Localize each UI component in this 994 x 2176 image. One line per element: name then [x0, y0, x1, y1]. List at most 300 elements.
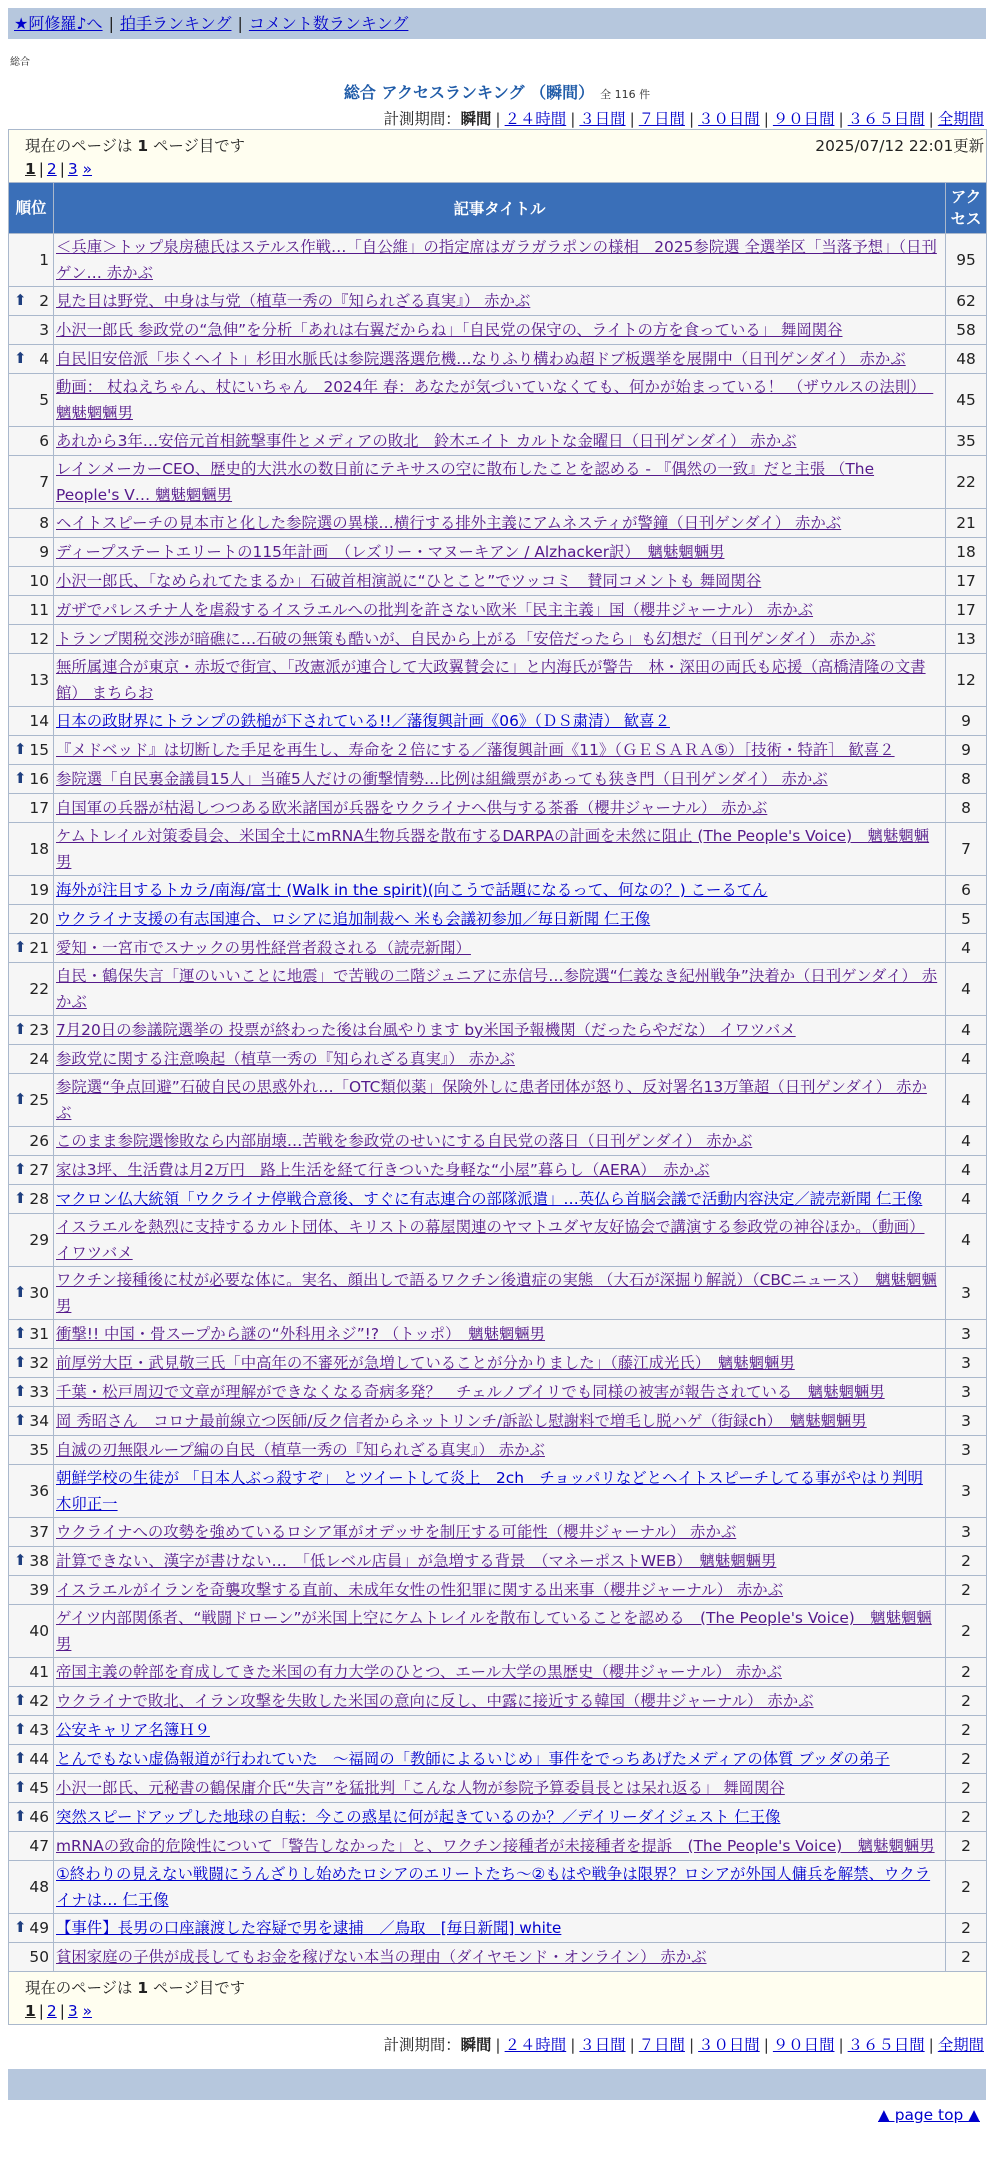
rank-number: 25 — [29, 1091, 49, 1109]
title-cell — [54, 287, 946, 316]
title-cell — [54, 345, 946, 374]
rank-number: 39 — [29, 1581, 49, 1599]
title-cell — [54, 1832, 946, 1861]
period-separator: | — [688, 2036, 695, 2054]
rank-cell — [9, 1861, 54, 1914]
title-cell — [54, 1349, 946, 1378]
rank-number: 18 — [29, 840, 49, 858]
rank-cell — [9, 287, 54, 316]
access-count: 4 — [946, 963, 987, 1016]
access-count: 22 — [946, 456, 987, 509]
access-count: 21 — [946, 509, 987, 538]
title-cell — [54, 1803, 946, 1832]
article-link[interactable]: 小沢一郎氏、元秘書の鶴保庸介氏“失言”を猛批判「こんな人物が参院予算委員長とは呆れ返る」 舞岡関谷 — [56, 1779, 785, 1797]
table-row — [9, 374, 987, 427]
up-arrow-icon: ⬆ — [14, 291, 27, 310]
article-link[interactable]: 自民・鶴保失言「運のいいことに地震」で苦戦の二階ジュニアに赤信号…参院選“仁義なき紀州戦争”決着か（日刊ゲンダイ） 赤かぶ — [56, 967, 938, 1011]
title-cell — [54, 1436, 946, 1465]
rank-number: 45 — [29, 1779, 49, 1797]
access-count: 2 — [946, 1914, 987, 1943]
header-rank: 順位 — [9, 183, 54, 234]
rank-cell — [9, 905, 54, 934]
title-cell — [54, 596, 946, 625]
rank-cell — [9, 963, 54, 1016]
table-row — [9, 287, 987, 316]
article-link[interactable]: マクロン仏大統領「ウクライナ停戦合意後、すぐに有志連合の部隊派遣」…英仏ら首脳会議で活動内容決定／読売新聞 仁王像 — [56, 1190, 923, 1208]
table-row — [9, 1320, 987, 1349]
rank-cell — [9, 1687, 54, 1716]
title-cell — [54, 1716, 946, 1745]
article-link[interactable]: 無所属連合が東京・赤坂で街宣、「改憲派が連合して大政翼賛会に」と内海氏が警告 林・深田の両氏も応援（高橋清隆の文書館） まちらお — [56, 658, 926, 702]
up-arrow-icon: ⬆ — [14, 769, 27, 788]
rank-cell — [9, 509, 54, 538]
access-count: 45 — [946, 374, 987, 427]
title-cell — [54, 1045, 946, 1074]
rank-number: 33 — [29, 1383, 49, 1401]
title-cell — [54, 707, 946, 736]
rank-number: 8 — [39, 514, 49, 532]
rank-number: 37 — [29, 1523, 49, 1541]
period-selector-top — [8, 107, 986, 129]
up-arrow-icon: ⬆ — [14, 1189, 27, 1208]
table-row — [9, 794, 987, 823]
article-link[interactable]: イスラエルを熱烈に支持するカルト団体、キリストの幕屋関連のヤマトユダヤ友好協会で講演する参政党の神谷ほか。（動画） イワツバメ — [56, 1218, 925, 1262]
rank-number: 48 — [29, 1878, 49, 1896]
access-count: 12 — [946, 654, 987, 707]
up-arrow-icon: ⬆ — [14, 1551, 27, 1570]
article-link[interactable]: ＜兵庫＞トップ泉房穂氏はステルス作戦…「自公維」の指定席はガラガラポンの様相 2025参院選 全選挙区「当落予想」（日刊ゲン… 赤かぶ — [56, 238, 937, 282]
article-link[interactable]: 突然スピードアップした地球の自転：今この惑星に何が起きているのか？／デイリーダイジェスト 仁王像 — [56, 1808, 781, 1826]
article-link[interactable]: 衝撃!! 中国・骨スープから謎の“外科用ネジ”!? （トッポ） 魑魅魍魎男 — [56, 1325, 546, 1343]
title-cell — [54, 509, 946, 538]
rank-number: 49 — [29, 1919, 49, 1937]
period-link[interactable]: ３６５日間 — [847, 2036, 925, 2054]
table-header — [9, 183, 987, 234]
article-link[interactable]: 岡 秀昭さん コロナ最前線立つ医師/反ク信者からネットリンチ/訴訟し慰謝料で増毛し脱ハゲ（街録ch） 魑魅魍魎男 — [56, 1412, 867, 1430]
article-link[interactable]: 参政党に関する注意喚起（植草一秀の『知られざる真実』） 赤かぶ — [56, 1050, 515, 1068]
period-link[interactable]: ７日間 — [638, 110, 685, 128]
rank-number: 10 — [29, 572, 49, 590]
rank-cell — [9, 1547, 54, 1576]
access-count: 3 — [946, 1349, 987, 1378]
title-cell — [54, 234, 946, 287]
table-row — [9, 876, 987, 905]
title-cell — [54, 1547, 946, 1576]
rank-number: 47 — [29, 1837, 49, 1855]
table-row — [9, 1861, 987, 1914]
access-count: 6 — [946, 876, 987, 905]
article-link[interactable]: ウクライナで敗北、イラン攻撃を失敗した米国の意向に反し、中露に接近する韓国（櫻井ジャーナル） 赤かぶ — [56, 1692, 814, 1710]
table-row — [9, 596, 987, 625]
access-count: 95 — [946, 234, 987, 287]
rank-cell — [9, 1716, 54, 1745]
rank-number: 36 — [29, 1482, 49, 1500]
rank-cell — [9, 1605, 54, 1658]
rank-number: 3 — [39, 321, 49, 339]
applause-ranking-link[interactable]: 拍手ランキング — [119, 14, 232, 33]
access-count: 2 — [946, 1861, 987, 1914]
article-link[interactable]: mRNAの致命的危険性について「警告しなかった」と、ワクチン接種者が未接種者を提訴 (The People's Voice) 魑魅魍魎男 — [56, 1837, 935, 1855]
access-count: 2 — [946, 1745, 987, 1774]
rank-cell — [9, 1774, 54, 1803]
rank-cell — [9, 567, 54, 596]
article-link[interactable]: トランプ関税交渉が暗礁に…石破の無策も酷いが、自民から上がる「安倍だったら」も幻想だ（日刊ゲンダイ） 赤かぶ — [56, 630, 876, 648]
period-link[interactable]: ９０日間 — [772, 2036, 835, 2054]
page-links — [25, 2002, 986, 2020]
rank-cell — [9, 1074, 54, 1127]
rank-cell — [9, 538, 54, 567]
period-separator: | — [688, 110, 695, 128]
page-separator: | — [59, 2002, 65, 2020]
article-link[interactable]: 見た目は野党、中身は与党（植草一秀の『知られざる真実』） 赤かぶ — [56, 292, 531, 310]
page-separator: | — [38, 160, 44, 178]
table-row — [9, 1803, 987, 1832]
article-link[interactable]: ケムトレイル対策委員会、米国全土にmRNA生物兵器を散布するDARPAの計画を未然に阻止 (The People's Voice) 魑魅魍魎男 — [56, 827, 930, 871]
rank-cell — [9, 1943, 54, 1972]
access-count: 18 — [946, 538, 987, 567]
table-row — [9, 1547, 987, 1576]
title-cell — [54, 654, 946, 707]
article-link[interactable]: ウクライナへの攻勢を強めているロシア軍がオデッサを制圧する可能性（櫻井ジャーナル） 赤かぶ — [56, 1523, 737, 1541]
rank-number: 46 — [29, 1808, 49, 1826]
up-arrow-icon: ⬆ — [14, 1020, 27, 1039]
article-link[interactable]: 7月20日の参議院選挙の 投票が終わった後は台風やります by米国予報機関（だったらやだな） イワツバメ — [56, 1021, 796, 1039]
table-row — [9, 1745, 987, 1774]
access-count: 2 — [946, 1547, 987, 1576]
period-link[interactable]: ３０日間 — [698, 2036, 760, 2054]
article-link[interactable]: レインメーカーCEO、歴史的大洪水の数日前にテキサスの空に散布したことを認める - 『偶然の一致』だと主張 （The People's V… 魑魅魍魎男 — [56, 460, 875, 504]
article-link[interactable]: 【事件】長男の口座譲渡した容疑で男を逮捕 ／鳥取 [毎日新聞] white — [56, 1919, 562, 1937]
pager-cell — [9, 130, 987, 183]
period-separator: | — [495, 110, 501, 128]
title-cell — [54, 1407, 946, 1436]
table-row — [9, 567, 987, 596]
period-separator: | — [629, 110, 635, 128]
table-row — [9, 1407, 987, 1436]
up-arrow-icon: ⬆ — [14, 1382, 27, 1401]
access-count: 4 — [946, 1185, 987, 1214]
rank-number: 20 — [29, 910, 49, 928]
access-count: 4 — [946, 1016, 987, 1045]
access-count: 4 — [946, 934, 987, 963]
table-row — [9, 905, 987, 934]
access-count: 17 — [946, 596, 987, 625]
rank-cell — [9, 1407, 54, 1436]
rank-cell — [9, 427, 54, 456]
rank-cell — [9, 1914, 54, 1943]
rank-number: 30 — [29, 1284, 49, 1302]
up-arrow-icon: ⬆ — [14, 349, 27, 368]
rank-cell — [9, 1803, 54, 1832]
period-link[interactable]: 全期間 — [937, 2036, 984, 2054]
rank-cell — [9, 316, 54, 345]
home-link[interactable]: ★阿修羅♪へ — [14, 14, 103, 33]
page — [8, 8, 986, 2124]
rank-number: 32 — [29, 1354, 49, 1372]
page-current: 1 — [25, 160, 36, 178]
article-link[interactable]: ガザでパレスチナ人を虐殺するイスラエルへの批判を許さない欧米「民主主義」国（櫻井ジャーナル） 赤かぶ — [56, 601, 814, 619]
title-cell — [54, 567, 946, 596]
title-cell — [54, 427, 946, 456]
period-separator: | — [838, 2036, 844, 2054]
title-cell — [54, 538, 946, 567]
rank-number: 41 — [29, 1663, 49, 1681]
rank-cell — [9, 374, 54, 427]
title-cell — [54, 374, 946, 427]
access-count: 2 — [946, 1658, 987, 1687]
period-link[interactable]: ９０日間 — [772, 110, 835, 128]
rank-number: 9 — [39, 543, 49, 561]
access-count: 13 — [946, 625, 987, 654]
rank-number: 40 — [29, 1622, 49, 1640]
up-arrow-icon: ⬆ — [14, 1283, 27, 1302]
rank-cell — [9, 1436, 54, 1465]
rank-cell — [9, 736, 54, 765]
article-link[interactable]: 朝鮮学校の生徒が 「日本人ぶっ殺すぞ」 とツイートして炎上 2ch チョッパリなどとヘイトスピーチしてる事がやはり判明 木卯正一 — [56, 1469, 923, 1513]
up-arrow-icon: ⬆ — [14, 1720, 27, 1739]
table-row — [9, 1214, 987, 1267]
title-cell — [54, 823, 946, 876]
page-link[interactable]: » — [82, 160, 93, 178]
article-link[interactable]: 愛知・一宮市でスナックの男性経営者殺される（読売新聞） — [56, 939, 471, 957]
page-link[interactable]: 3 — [67, 160, 78, 178]
article-link[interactable]: 千葉・松戸周辺で文章が理解ができなくなる奇病多発？ チェルノブイリでも同様の被害が報告されている 魑魅魍魎男 — [56, 1383, 885, 1401]
rank-number: 21 — [29, 939, 49, 957]
access-count: 2 — [946, 1576, 987, 1605]
table-row — [9, 934, 987, 963]
rank-cell — [9, 1658, 54, 1687]
rank-cell — [9, 1045, 54, 1074]
article-link[interactable]: 海外が注目するトカラ/南海/富士 (Walk in the spirit)(向こうで話題になるって、何なの？) こーるてん — [56, 881, 768, 899]
period-selector-bottom — [8, 2033, 986, 2055]
title-cell — [54, 1518, 946, 1547]
title-cell — [54, 1658, 946, 1687]
page-link[interactable]: 2 — [46, 160, 57, 178]
article-link[interactable]: ①終わりの見えない戦闘にうんざりし始めたロシアのエリートたち～②もはや戦争は限界？ロシアが外国人傭兵を解禁、ウクライナは… 仁王像 — [56, 1865, 931, 1909]
period-link[interactable]: ３６５日間 — [847, 110, 925, 128]
article-link[interactable]: 計算できない、漢字が書けない… 「低レベル店員」が急増する背景 （マネーポストWEB） 魑魅魍魎男 — [56, 1552, 777, 1570]
title-cell — [54, 1378, 946, 1407]
periods-label: 計測期間： — [383, 110, 461, 128]
up-arrow-icon: ⬆ — [14, 1324, 27, 1343]
period-link[interactable]: ３０日間 — [698, 110, 760, 128]
article-link[interactable]: 小沢一郎氏 参政党の“急伸”を分析「あれは右翼だからね」「自民党の保守の、ライトの方を食っている」 舞岡関谷 — [56, 321, 843, 339]
period-link[interactable]: ３日間 — [579, 2036, 626, 2054]
table-row — [9, 456, 987, 509]
article-link[interactable]: 自滅の刃無限ループ編の自民（植草一秀の『知られざる真実』） 赤かぶ — [56, 1441, 545, 1459]
rank-number: 4 — [39, 350, 49, 368]
up-arrow-icon: ⬆ — [14, 1918, 27, 1937]
rank-cell — [9, 1832, 54, 1861]
page-title — [8, 80, 986, 103]
article-link[interactable]: 帝国主義の幹部を育成してきた米国の有力大学のひとつ、エール大学の黒歴史（櫻井ジャーナル） 赤かぶ — [56, 1663, 782, 1681]
article-link[interactable]: 小沢一郎氏、「なめられてたまるか」石破首相演説に“ひとこと”でツッコミ 賛同コメントも 舞岡関谷 — [56, 572, 762, 590]
period-link[interactable]: ３日間 — [579, 110, 626, 128]
table-row — [9, 316, 987, 345]
nav-separator: | — [237, 14, 243, 33]
table-row — [9, 1774, 987, 1803]
up-arrow-icon: ⬆ — [14, 1807, 27, 1826]
title-cell — [54, 876, 946, 905]
table-row — [9, 1465, 987, 1518]
table-row — [9, 509, 987, 538]
page-links — [25, 160, 986, 178]
rank-cell — [9, 456, 54, 509]
up-arrow-icon: ⬆ — [14, 1411, 27, 1430]
access-count: 5 — [946, 905, 987, 934]
article-link[interactable]: とんでもない虚偽報道が行われていた ～福岡の「教師によるいじめ」事件をでっちあげたメディアの体質 ブッダの弟子 — [56, 1750, 890, 1768]
rank-cell — [9, 1016, 54, 1045]
access-count: 3 — [946, 1267, 987, 1320]
rank-cell — [9, 1185, 54, 1214]
period-link[interactable]: 全期間 — [937, 110, 984, 128]
access-count: 3 — [946, 1465, 987, 1518]
access-count: 8 — [946, 765, 987, 794]
top-nav-bar — [8, 8, 986, 39]
pager-bottom — [9, 1972, 987, 2025]
access-count: 4 — [946, 1074, 987, 1127]
access-count: 2 — [946, 1605, 987, 1658]
page-separator: | — [38, 2002, 44, 2020]
article-link[interactable]: 参院選“争点回避”石破自民の思惑外れ…「OTC類似薬」保険外しに患者団体が怒り、反対署名13万筆超（日刊ゲンダイ） 赤かぶ — [56, 1078, 927, 1122]
rank-number: 16 — [29, 770, 49, 788]
article-link[interactable]: 日本の政財界にトランプの鉄槌が下されている!!／藩復興計画《06》（ＤＳ粛清） 歓喜２ — [56, 712, 670, 730]
rank-cell — [9, 765, 54, 794]
period-link[interactable]: ２４時間 — [504, 2036, 567, 2054]
rank-cell — [9, 1576, 54, 1605]
access-count: 3 — [946, 1436, 987, 1465]
bottom-bar — [8, 2069, 986, 2100]
period-separator: | — [928, 2036, 934, 2054]
title-cell — [54, 1185, 946, 1214]
title-cell — [54, 905, 946, 934]
access-count: 9 — [946, 736, 987, 765]
title-cell — [54, 1943, 946, 1972]
article-link[interactable]: 貧困家庭の子供が成長してもお金を稼げない本当の理由（ダイヤモンド・オンライン） 赤かぶ — [56, 1948, 707, 1966]
rank-number: 11 — [29, 601, 49, 619]
up-arrow-icon: ⬆ — [14, 1691, 27, 1710]
title-cell — [54, 1320, 946, 1349]
access-count: 2 — [946, 1716, 987, 1745]
article-link[interactable]: 自民旧安倍派「歩くヘイト」杉田水脈氏は参院選落選危機…なりふり構わぬ超ドブ板選挙を展開中（日刊ゲンダイ） 赤かぶ — [56, 350, 906, 368]
rank-cell — [9, 345, 54, 374]
article-link[interactable]: 公安キャリア名簿Ｈ９ — [56, 1721, 210, 1739]
access-count: 4 — [946, 1214, 987, 1267]
rank-number: 13 — [29, 671, 49, 689]
rank-number: 15 — [29, 741, 49, 759]
up-arrow-icon: ⬆ — [14, 1353, 27, 1372]
rank-number: 28 — [29, 1190, 49, 1208]
rank-number: 44 — [29, 1750, 49, 1768]
rank-number: 23 — [29, 1021, 49, 1039]
title-cell — [54, 963, 946, 1016]
article-link[interactable]: 家は3坪、生活費は月2万円 路上生活を経て行きついた身軽な“小屋”暮らし（AERA） 赤かぶ — [56, 1161, 710, 1179]
article-link[interactable]: 前厚労大臣・武見敬三氏「中高年の不審死が急増していることが分かりました」（藤江成光氏） 魑魅魍魎男 — [56, 1354, 795, 1372]
title-cell — [54, 794, 946, 823]
article-link[interactable]: イスラエルがイランを奇襲攻撃する直前、未成年女性の性犯罪に関する出来事（櫻井ジャーナル） 赤かぶ — [56, 1581, 784, 1599]
rank-number: 38 — [29, 1552, 49, 1570]
period-separator: | — [629, 2036, 635, 2054]
article-link[interactable]: ワクチン接種後に杖が必要な体に。実名、顔出しで語るワクチン後遺症の実態 （大石が深掘り解説）（CBCニュース） 魑魅魍魎男 — [56, 1271, 937, 1315]
page-link[interactable]: 3 — [67, 2002, 78, 2020]
access-count: 2 — [946, 1803, 987, 1832]
title-cell — [54, 1214, 946, 1267]
title-cell — [54, 1745, 946, 1774]
title-cell — [54, 1074, 946, 1127]
rank-cell — [9, 1465, 54, 1518]
rank-cell — [9, 1378, 54, 1407]
title-cell — [54, 765, 946, 794]
breadcrumb: 総合 — [10, 57, 30, 68]
article-link[interactable]: 参院選「自民裏金議員15人」当確5人だけの衝撃情勢…比例は組織票があっても狭き門（日刊ゲンダイ） 赤かぶ — [56, 770, 828, 788]
table-row — [9, 1016, 987, 1045]
article-link[interactable]: ディープステートエリートの115年計画 （レズリー・マヌーキアン / Alzhacker訳） 魑魅魍魎男 — [56, 543, 725, 561]
article-link[interactable]: あれから3年…安倍元首相銃撃事件とメディアの敗北 鈴木エイト カルトな金曜日（日刊ゲンダイ） 赤かぶ — [56, 432, 797, 450]
title-cell — [54, 316, 946, 345]
rank-cell — [9, 625, 54, 654]
period-link[interactable]: ７日間 — [638, 2036, 685, 2054]
rank-number: 26 — [29, 1132, 49, 1150]
table-row — [9, 765, 987, 794]
access-count: 58 — [946, 316, 987, 345]
rank-number: 22 — [29, 980, 49, 998]
rank-number: 34 — [29, 1412, 49, 1430]
access-count: 3 — [946, 1378, 987, 1407]
rank-number: 1 — [39, 251, 49, 269]
table-row — [9, 1436, 987, 1465]
rank-number: 5 — [39, 391, 49, 409]
up-arrow-icon: ⬆ — [14, 938, 27, 957]
article-link[interactable]: 『メドベッド』は切断した手足を再生し、寿命を２倍にする／藩復興計画《11》（ＧＥＳＡＲＡ⑤）［技術・特許］ 歓喜２ — [56, 741, 895, 759]
rank-number: 17 — [29, 799, 49, 817]
period-separator: | — [838, 110, 844, 128]
table-row — [9, 1349, 987, 1378]
table-row — [9, 1267, 987, 1320]
rank-cell — [9, 1518, 54, 1547]
page-link[interactable]: 2 — [46, 2002, 57, 2020]
article-link[interactable]: ヘイトスピーチの見本市と化した参院選の異様…横行する排外主義にアムネスティが警鐘（日刊ゲンダイ） 赤かぶ — [56, 514, 842, 532]
period-link[interactable]: ２４時間 — [504, 110, 567, 128]
rank-number: 29 — [29, 1231, 49, 1249]
table-row — [9, 1914, 987, 1943]
table-row — [9, 345, 987, 374]
table-row — [9, 707, 987, 736]
period-current: 瞬間 — [460, 2036, 492, 2054]
access-count: 4 — [946, 1127, 987, 1156]
article-link[interactable]: 動画： 杖ねえちゃん、杖にいちゃん 2024年 春：あなたが気づいていなくても、何かが始まっている！ （ザウルスの法則） 魑魅魍魎男 — [56, 378, 934, 422]
table-row — [9, 963, 987, 1016]
article-link[interactable]: このまま参院選惨敗なら内部崩壊…苦戦を参政党のせいにする自民党の落日（日刊ゲンダイ） 赤かぶ — [56, 1132, 753, 1150]
page-link[interactable]: » — [82, 2002, 93, 2020]
page-top-link[interactable]: ▲ page top ▲ — [877, 2106, 980, 2124]
comment-ranking-link[interactable]: コメント数ランキング — [248, 14, 409, 33]
article-link[interactable]: ウクライナ支援の有志国連合、ロシアに追加制裁へ 米も会議初参加／毎日新聞 仁王像 — [56, 910, 651, 928]
rank-number: 43 — [29, 1721, 49, 1739]
up-arrow-icon: ⬆ — [14, 1090, 27, 1109]
rank-cell — [9, 1214, 54, 1267]
title-cell — [54, 1156, 946, 1185]
rank-number: 12 — [29, 630, 49, 648]
rank-number: 19 — [29, 881, 49, 899]
updated-time: 2025/07/12 22:01更新 — [815, 137, 985, 155]
access-count: 35 — [946, 427, 987, 456]
article-link[interactable]: ゲイツ内部関係者、“戦闘ドローン”が米国上空にケムトレイルを散布していることを認める (The People's Voice) 魑魅魍魎男 — [56, 1609, 932, 1653]
access-count: 17 — [946, 567, 987, 596]
table-row — [9, 1605, 987, 1658]
page-current: 1 — [25, 2002, 36, 2020]
rank-cell — [9, 1267, 54, 1320]
article-link[interactable]: 自国軍の兵器が枯渇しつつある欧米諸国が兵器をウクライナへ供与する茶番（櫻井ジャーナル） 赤かぶ — [56, 799, 768, 817]
